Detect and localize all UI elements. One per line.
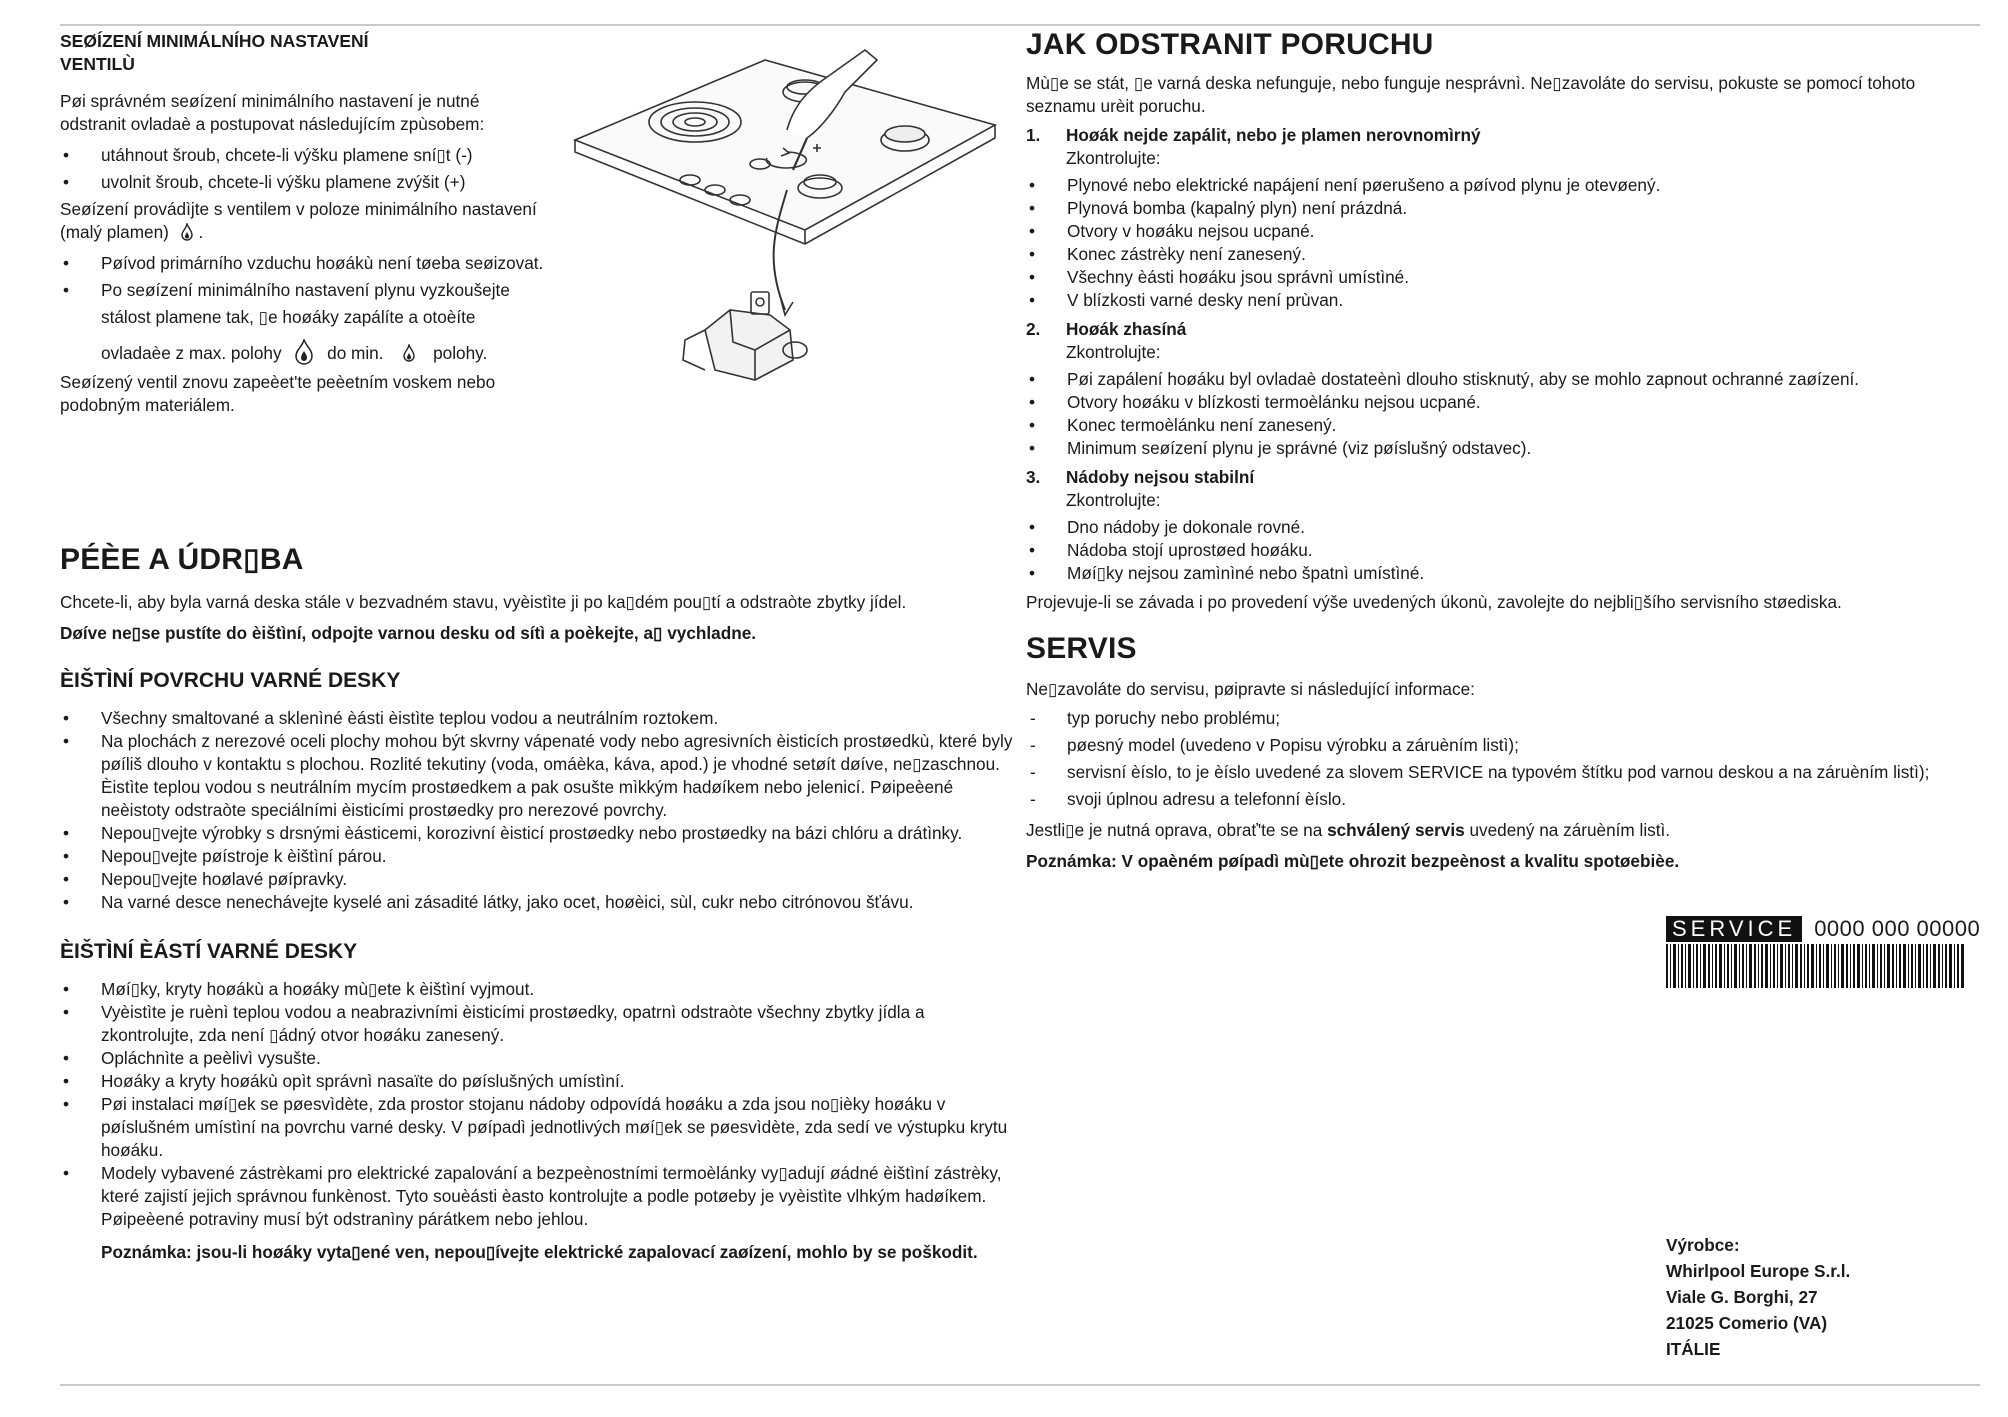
list-item: • Nepou▯vejte hoølavé pøípravky. — [60, 868, 1020, 891]
bottom-rule — [60, 1384, 1980, 1386]
list-item: • Všechny èásti hoøáku jsou správnì umístìné. — [1026, 266, 1976, 289]
fault-outro: Projevuje-li se závada i po provedení výše uvedených úkonù, zavolejte do nejbli▯šího servisního støediska. — [1026, 592, 1842, 612]
care-section — [60, 542, 1020, 1264]
manufacturer-block — [1666, 1232, 1850, 1362]
repair-bold: schválený servis — [1327, 820, 1465, 840]
surface-title: ÈIŠTÌNÍ POVRCHU VARNÉ DESKY — [60, 669, 401, 692]
list-item: - pøesný model (uvedeno v Popisu výrobku a záruèním listì); — [1026, 732, 1976, 759]
valve-section — [60, 30, 550, 417]
list-item — [60, 277, 550, 367]
small-flame-icon — [180, 223, 194, 241]
fault-item-3 — [1026, 466, 1976, 489]
fault-list-2 — [1026, 368, 1976, 460]
list-item: • Na plochách z nerezové oceli plochy mohou být skvrny vápenaté vody nebo agresivních èisticích prostøedkù, které byly pøíliš dlouho v kontaktu s plochou. Rozlité tekutiny (voda, omáèka, káva, apod.) je vhodné setøít døíve, ne▯zaschnou. Èistìte teplou vodou s neutrálním mycím prostøedkem a pak osušte mìkkým hadøíkem nebo jelenicí. Pøipeèené neèistoty odstraòte speciálními èisticími prostøedky pro nerezové povrchy. — [60, 730, 1020, 822]
manufacturer-line: Viale G. Borghi, 27 — [1666, 1287, 1818, 1307]
care-title: PÉÈE A ÚDR▯BA — [60, 543, 304, 576]
repair-text: Jestli▯e je nutná oprava, obrať'te se na — [1026, 820, 1323, 840]
service-number: 0000 000 00000 — [1814, 916, 1981, 941]
care-p1: Chcete-li, aby byla varná deska stále v bezvadném stavu, vyèistìte ji po ka▯dém pou▯tí a odstraòte zbytky jídel. — [60, 592, 907, 612]
list-item: • Všechny smaltované a sklenìné èásti èistìte teplou vodou a neutrálním roztokem. — [60, 707, 1020, 730]
item-title: Hoøák zhasíná — [1066, 319, 1187, 339]
valve-bullets — [60, 142, 550, 196]
right-column — [1026, 28, 1976, 873]
valve-title-line2: VENTILÙ — [60, 54, 135, 74]
service-note: Poznámka: V opaèném pøípadì mù▯ete ohrozit bezpeènost a kvalitu spotøebièe. — [1026, 851, 1680, 871]
valve-middle-end: . — [198, 222, 204, 242]
check-label: Zkontrolujte: — [1066, 342, 1161, 362]
repair-text-end: uvedený na záruèním listì. — [1469, 820, 1671, 840]
fault-list-3 — [1026, 516, 1976, 585]
list-item: • Konec zástrèky není zanesený. — [1026, 243, 1976, 266]
item-title: Nádoby nejsou stabilní — [1066, 467, 1255, 487]
list-item: • Plynové nebo elektrické napájení není pøerušeno a pøívod plynu je otevøený. — [1026, 174, 1976, 197]
item-number: 3. — [1026, 467, 1041, 487]
item-number: 2. — [1026, 319, 1041, 339]
large-flame-icon — [294, 339, 314, 365]
list-item: • Nádoba stojí uprostøed hoøáku. — [1026, 539, 1976, 562]
bullet4-knob-text: ovladaèe z max. polohy — [101, 343, 282, 363]
list-item: • utáhnout šroub, chcete-li výšku plamene sní▯t (-) — [60, 142, 550, 169]
manufacturer-line: 21025 Comerio (VA) — [1666, 1313, 1828, 1333]
list-item: • Dno nádoby je dokonale rovné. — [1026, 516, 1976, 539]
service-code — [1666, 916, 1980, 942]
list-item: - svoji úplnou adresu a telefonní èíslo. — [1026, 786, 1976, 813]
list-item: - servisní èíslo, to je èíslo uvedené za slovem SERVICE na typovém štítku pod varnou deskou a na záruèním listì); — [1026, 759, 1976, 786]
list-item: • uvolnit šroub, chcete-li výšku plamene zvýšit (+) — [60, 169, 550, 196]
list-item: • Konec termoèlánku není zanesený. — [1026, 414, 1976, 437]
list-item: • Pøi zapálení hoøáku byl ovladaè dostateènì dlouho stisknutý, aby se mohlo zapnout ochranné zaøízení. — [1026, 368, 1976, 391]
list-item: • Pøívod primárního vzduchu hoøákù není tøeba seøizovat. — [60, 250, 550, 277]
list-item: • Minimum seøízení plynu je správné (viz pøíslušný odstavec). — [1026, 437, 1976, 460]
list-item: • Hoøáky a kryty hoøákù opìt správnì nasaïte do pøíslušných umístìní. — [60, 1070, 1020, 1093]
small-flame-icon — [402, 344, 416, 362]
list-item: • Pøi instalaci møí▯ek se pøesvìdète, zda prostor stojanu nádoby odpovídá hoøáku a zda jsou no▯ièky hoøáku v pøíslušném umístìní na povrchu varné desky. V pøípadì jednotlivých møí▯ek se pøesvìdète, zda sedí ve výstupku krytu hoøáku. — [60, 1093, 1020, 1162]
valve-intro: Pøi správném seøízení minimálního nastavení je nutné odstranit ovladaè a postupovat následujícím zpùsobem: — [60, 91, 485, 134]
left-column — [60, 30, 1020, 1262]
service-intro: Ne▯zavoláte do servisu, pøipravte si následující informace: — [1026, 679, 1475, 699]
manufacturer-line: Whirlpool Europe S.r.l. — [1666, 1261, 1851, 1281]
bullet4-text: Po seøízení minimálního nastavení plynu vyzkoušejte stálost plamene tak, ▯e hoøáky zapálíte a otoèíte — [101, 280, 510, 327]
list-item: • Møí▯ky, kryty hoøákù a hoøáky mù▯ete k èištìní vyjmout. — [60, 978, 1020, 1001]
valve-end: Seøízený ventil znovu zapeèet'te peèetním voskem nebo podobným materiálem. — [60, 372, 496, 415]
bullet4-min-text: do min. — [327, 343, 384, 363]
list-item: • Plynová bomba (kapalný plyn) není prázdná. — [1026, 197, 1976, 220]
surface-list — [60, 707, 1020, 914]
service-repair — [1026, 819, 1976, 842]
list-item: • Nepou▯vejte pøístroje k èištìní párou. — [60, 845, 1020, 868]
fault-title: JAK ODSTRANIT PORUCHU — [1026, 28, 1434, 61]
fault-item-1 — [1026, 124, 1976, 147]
valve-title-line1: SEØÍZENÍ MINIMÁLNÍHO NASTAVENÍ — [60, 31, 369, 51]
item-title: Hoøák nejde zapálit, nebo je plamen nerovnomìrný — [1066, 125, 1481, 145]
manufacturer-label: Výrobce: — [1666, 1235, 1740, 1255]
service-title: SERVIS — [1026, 632, 1137, 665]
list-item: • Otvory hoøáku v blízkosti termoèlánku nejsou ucpané. — [1026, 391, 1976, 414]
fault-list-1 — [1026, 174, 1976, 312]
list-item: • Møí▯ky nejsou zamìnìné nebo špatnì umístìné. — [1026, 562, 1976, 585]
fault-intro: Mù▯e se stát, ▯e varná deska nefunguje, nebo funguje nesprávnì. Ne▯zavoláte do servisu, pokuste se pomocí tohoto seznamu urèit poruchu. — [1026, 73, 1916, 116]
list-item: • Otvory v hoøáku nejsou ucpané. — [1026, 220, 1976, 243]
parts-list — [60, 978, 1020, 1231]
check-label: Zkontrolujte: — [1066, 148, 1161, 168]
list-item: • Vyèistìte je ruènì teplou vodou a neabrazivními èisticími prostøedky, opatrnì odstraòte všechny zbytky jídla a zkontrolujte, zda není ▯ádný otvor hoøáku zanesený. — [60, 1001, 1020, 1047]
valve-bullets-2 — [60, 250, 550, 367]
service-label: SERVICE — [1666, 916, 1802, 942]
parts-title: ÈIŠTÌNÍ ÈÁSTÍ VARNÉ DESKY — [60, 940, 358, 963]
bullet4-end-text: polohy. — [433, 343, 488, 363]
list-item: • V blízkosti varné desky není prùvan. — [1026, 289, 1976, 312]
valve-middle — [60, 198, 550, 244]
hob-illustration — [555, 30, 1035, 400]
parts-note: Poznámka: jsou-li hoøáky vyta▯ené ven, nepou▯ívejte elektrické zapalovací zaøízení, mohlo by se poškodit. — [101, 1242, 978, 1262]
list-item: • Nepou▯vejte výrobky s drsnými èásticemi, korozivní èisticí prostøedky nebo prostøedky na bázi chlóru a drátìnky. — [60, 822, 1020, 845]
list-item: - typ poruchy nebo problému; — [1026, 705, 1976, 732]
barcode — [1666, 944, 1966, 988]
care-warning: Døíve ne▯se pustíte do èištìní, odpojte varnou desku od sítì a poèkejte, a▯ vychladne. — [60, 623, 757, 643]
manufacturer-line: ITÁLIE — [1666, 1339, 1721, 1359]
list-item: • Opláchnìte a peèlivì vysušte. — [60, 1047, 1020, 1070]
top-rule — [60, 24, 1980, 26]
service-list — [1026, 705, 1976, 813]
item-number: 1. — [1026, 125, 1041, 145]
list-item: • Modely vybavené zástrèkami pro elektrické zapalování a bezpeènostními termoèlánky vy▯adují øádné èištìní zástrèky, které zajistí jejich správnou funkènost. Tyto souèásti èasto kontrolujte a podle potøeby je vyèistìte vlhkým hadøíkem. Pøipeèené potraviny musí být odstranìny párátkem nebo jehlou. — [60, 1162, 1020, 1231]
valve-middle-text: Seøízení provádìjte s ventilem v poloze minimálního nastavení (malý plamen) — [60, 199, 537, 242]
check-label: Zkontrolujte: — [1066, 490, 1161, 510]
list-item: • Na varné desce nenechávejte kyselé ani zásadité látky, jako ocet, hoøèici, sùl, cukr nebo citrónovou šťávu. — [60, 891, 1020, 914]
fault-item-2 — [1026, 318, 1976, 341]
